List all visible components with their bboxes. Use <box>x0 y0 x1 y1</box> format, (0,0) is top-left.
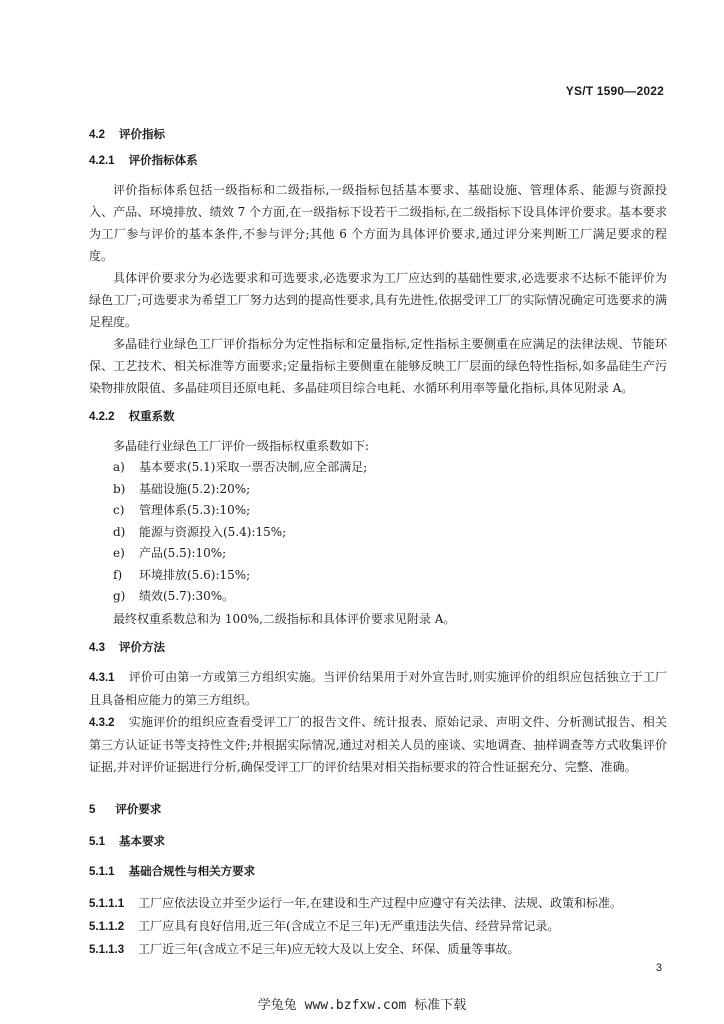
paragraph: 多晶硅行业绿色工厂评价一级指标权重系数如下: <box>113 439 370 453</box>
list-item <box>89 457 667 479</box>
clause-5-1-1-1 <box>89 892 667 915</box>
list-marker: a) <box>113 460 125 474</box>
section-title: 基础合规性与相关方要求 <box>128 865 256 878</box>
list-marker: f) <box>113 567 123 582</box>
list-marker: c) <box>113 503 125 517</box>
section-heading-4-2-2 <box>89 409 667 425</box>
clause-text: 工厂近三年(含成立不足三年)应无较大及以上安全、环保、质量等事故。 <box>138 941 520 956</box>
document-body <box>89 127 667 961</box>
page-number: 3 <box>655 962 662 974</box>
list-marker: b) <box>113 481 126 496</box>
clause-text: 工厂应具有良好信用,近三年(含成立不足三年)无严重违法失信、经营异常记录。 <box>138 918 560 933</box>
clause-text: 评价可由第一方或第三方组织实施。当评价结果用于对外宣告时,则实施评价的组织应包括独立于工厂且具备相应能力的第三方组织。 <box>89 669 667 707</box>
paragraph: 具体评价要求分为必选要求和可选要求,必选要求为工厂应达到的基础性要求,必选要求不达标不能评价为绿色工厂;可选要求为希望工厂努力达到的提高性要求,具有先进性,依据受评工厂的实际情况确定可选要求的满足程度。 <box>89 271 667 329</box>
list-item-text: 能源与资源投入(5.4):15%; <box>139 524 287 539</box>
list-item-text: 管理体系(5.3):10%; <box>139 503 251 517</box>
section-title: 评价要求 <box>115 803 162 816</box>
list-item <box>89 479 667 501</box>
clause-4-3-1 <box>89 666 667 711</box>
list-item <box>89 543 667 565</box>
clause-number: 5.1.1.2 <box>89 920 125 933</box>
section-number: 5.1.1 <box>89 865 115 878</box>
clause-4-3-2 <box>89 711 667 778</box>
section-title: 评价指标体系 <box>128 155 198 167</box>
list-item-text: 绩效(5.7):30%。 <box>139 589 235 603</box>
clause-number: 5.1.1.3 <box>89 943 125 956</box>
clause-number: 5.1.1.1 <box>89 897 125 910</box>
list-marker: d) <box>113 524 126 539</box>
list-item-text: 环境排放(5.6):15%; <box>139 567 251 582</box>
list-item <box>89 586 667 608</box>
paragraph: 最终权重系数总和为 100%,二级指标和具体评价要求见附录 A。 <box>113 611 456 626</box>
section-heading-5 <box>89 802 667 818</box>
section-number: 5.1 <box>89 835 105 848</box>
standard-code-header: YS/T 1590—2022 <box>565 84 664 98</box>
section-title: 评价方法 <box>119 641 165 654</box>
list-item <box>89 565 667 587</box>
section-number: 4.3 <box>89 641 105 654</box>
clause-5-1-1-2 <box>89 915 667 938</box>
section-title: 评价指标 <box>119 129 165 141</box>
section-number: 4.2.1 <box>89 155 115 167</box>
section-heading-4-2-1 <box>89 153 667 169</box>
section-heading-5-1-1 <box>89 864 667 880</box>
section-heading-4-2 <box>89 127 667 143</box>
list-marker: e) <box>113 546 125 560</box>
clause-text: 工厂应依法设立并至少运行一年,在建设和生产过程中应遵守有关法律、法规、政策和标准。 <box>138 895 622 910</box>
list-marker: g) <box>113 589 126 603</box>
section-heading-4-3 <box>89 640 667 656</box>
clause-number: 4.3.2 <box>89 716 115 729</box>
clause-number: 4.3.1 <box>89 671 115 684</box>
clause-text: 实施评价的组织应查看受评工厂的报告文件、统计报表、原始记录、声明文件、分析测试报告、相关第三方认证证书等支持性文件;并根据实际情况,通过对相关人员的座谈、实地调查、抽样调查等方式收集评价证据,并对评价证据进行分析,确保受评工厂的评价结果对相关指标要求的符合性证据充分、完整、准确。 <box>89 714 667 774</box>
list-item-text: 产品(5.5):10%; <box>139 546 227 560</box>
list-item <box>89 500 667 522</box>
list-item-text: 基本要求(5.1)采取一票否决制,应全部满足; <box>139 460 368 474</box>
list-item-text: 基础设施(5.2):20%; <box>139 481 251 496</box>
section-title: 基本要求 <box>119 835 165 848</box>
paragraph: 多晶硅行业绿色工厂评价指标分为定性指标和定量指标,定性指标主要侧重在应满足的法律法规、节能环保、工艺技术、相关标准等方面要求;定量指标主要侧重在能够反映工厂层面的绿色特性指标,如多晶硅生产污染物排放限值、多晶硅项目还原电耗、多晶硅项目综合电耗、水循环利用率等量化指标,具体见附录 A。 <box>89 337 667 395</box>
list-item <box>89 522 667 544</box>
section-number: 4.2.2 <box>89 411 115 423</box>
clause-5-1-1-3 <box>89 938 667 961</box>
section-number: 5 <box>89 803 96 816</box>
section-number: 4.2 <box>89 129 105 141</box>
section-heading-5-1 <box>89 834 667 850</box>
paragraph: 评价指标体系包括一级指标和二级指标,一级指标包括基本要求、基础设施、管理体系、能源与资源投入、产品、环境排放、绩效 7 个方面,在一级指标下设若干二级指标,在二级指标下设具体评价要求。基本要求为工厂参与评价的基本条件,不参与评分;其他 6 个方面为具体评价要求,通过评分来判断工厂满足要求的程度。 <box>89 183 667 263</box>
download-watermark: 学兔兔 www.bzfxw.com 标准下载 <box>257 998 467 1013</box>
section-title: 权重系数 <box>128 411 175 423</box>
